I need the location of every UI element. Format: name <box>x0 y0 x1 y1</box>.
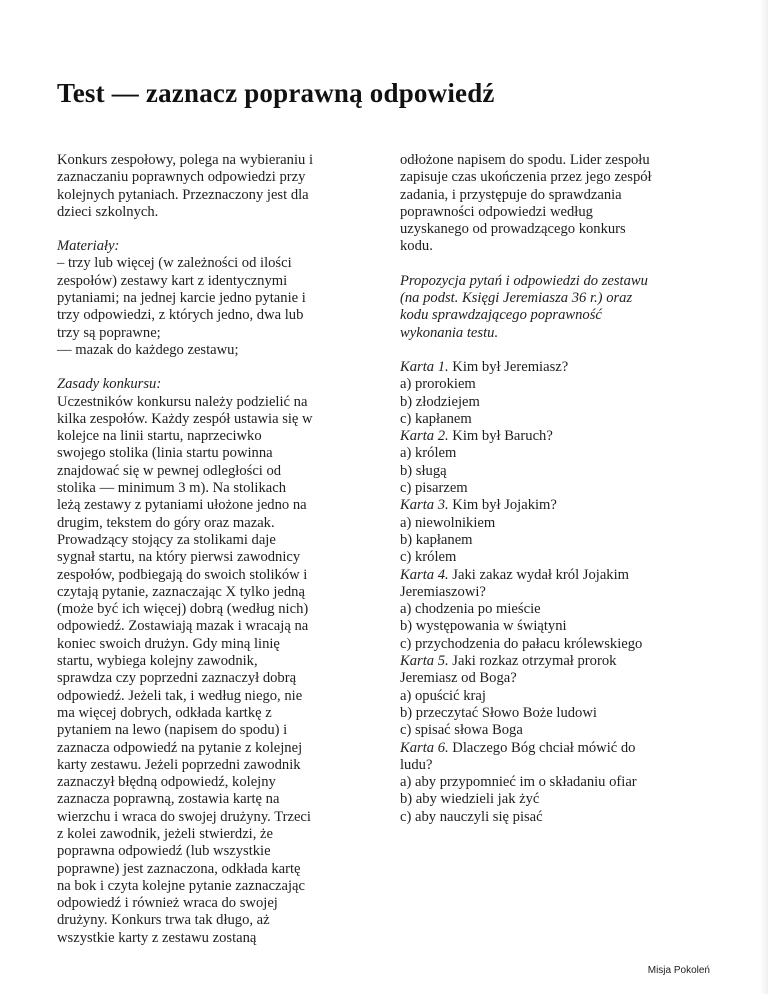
question-card <box>400 497 740 566</box>
card-question <box>400 428 740 445</box>
card-answer: c) spisać słowa Boga <box>400 722 523 739</box>
text-line: odłożone napisem do spodu. Lider zespołu <box>400 152 650 168</box>
text-line: na bok i czyta kolejne pytanie zaznaczając <box>57 877 305 894</box>
materials-item-line: – trzy lub więcej (w zależności od ilości <box>57 255 292 272</box>
card-question-continuation: ludu? <box>400 756 433 773</box>
question-cards <box>400 359 740 826</box>
card-question <box>400 740 740 757</box>
text-line: wykonania testu. <box>400 324 499 341</box>
text-line: sprawdza czy poprzedni zaznaczył dobrą <box>57 670 297 687</box>
materials-item-line: — mazak do każdego zestawu; <box>57 341 239 358</box>
rules-heading: Zasady konkursu: <box>57 376 162 393</box>
materials-item-line: trzy są poprawne; <box>57 324 161 341</box>
text-line: dzieci szkolnych. <box>57 203 159 220</box>
footer-publisher: Misja Pokoleń <box>647 965 710 976</box>
card-question-text: Jaki rozkaz otrzymał prorok <box>448 653 617 670</box>
card-question-text: Jaki zakaz wydał król Jojakim <box>448 566 629 583</box>
text-line: odpowiedź. Jeżeli tak, i według niego, nie <box>57 687 303 704</box>
question-card <box>400 428 740 497</box>
card-answer: c) przychodzenia do pałacu królewskiego <box>400 635 643 652</box>
card-answer: b) występowania w świątyni <box>400 618 567 635</box>
card-question <box>400 497 740 514</box>
right-column <box>400 152 740 826</box>
rules-paragraph <box>57 394 377 948</box>
page-title: Test — zaznacz poprawną odpowiedź <box>57 78 495 108</box>
text-line: z kolei zawodnik, jeżeli stwierdzi, że <box>57 825 273 842</box>
materials-item-line: zespołów) zestawy kart z identycznymi <box>57 272 288 289</box>
card-question-text: Kim był Jeremiasz? <box>448 358 569 375</box>
text-line: Propozycja pytań i odpowiedzi do zestawu <box>400 272 648 289</box>
text-line: stolika — minimum 3 m). Na stolikach <box>57 480 287 497</box>
card-answer: b) złodziejem <box>400 393 480 410</box>
card-answer: c) królem <box>400 549 457 566</box>
text-line: zespołów, podbiegają do swoich stolików i <box>57 566 308 583</box>
text-line: zapisuje czas ukończenia przez jego zespół <box>400 169 652 186</box>
card-answer: b) kapłanem <box>400 531 473 548</box>
text-line: drużyny. Konkurs trwa tak długo, aż <box>57 912 270 929</box>
card-question-text: Kim był Jojakim? <box>448 497 557 514</box>
text-line: sygnał startu, na który pierwsi zawodnicy <box>57 549 301 566</box>
card-answer: b) przeczytać Słowo Boże ludowi <box>400 704 597 721</box>
text-line: odpowiedź i również wraca do swojej <box>57 895 278 912</box>
card-question-text: Kim był Baruch? <box>448 428 553 445</box>
text-line: zaznaczaniu poprawnych odpowiedzi przy <box>57 169 306 186</box>
text-line: wierzchu i wraca do swojej drużyny. Trzeci <box>57 808 311 825</box>
card-answer: a) chodzenia po mieście <box>400 601 541 618</box>
question-card <box>400 359 740 428</box>
card-question-continuation: Jeremiasz od Boga? <box>400 670 517 687</box>
text-line: zaznacza odpowiedź na pytanie z kolejnej <box>57 739 303 756</box>
text-line: Prowadzący stojący za stolikami daje <box>57 531 276 548</box>
card-question <box>400 359 740 376</box>
text-line: zaznacza poprawną, zostawia kartę na <box>57 791 280 808</box>
card-answer: a) aby przypomnieć im o składaniu ofiar <box>400 774 637 791</box>
card-answer: c) pisarzem <box>400 480 468 497</box>
text-line: kolejce na linii startu, naprzeciwko <box>57 428 262 445</box>
card-answer: a) opuścić kraj <box>400 687 486 704</box>
rules-continuation-paragraph <box>400 152 740 256</box>
card-question-text: Dlaczego Bóg chciał mówić do <box>448 739 636 756</box>
card-question <box>400 567 740 584</box>
text-line: poprawności odpowiedzi według <box>400 203 593 220</box>
text-line: pytaniem na lewo (napisem do spodu) i <box>57 722 288 739</box>
card-answer: a) prorokiem <box>400 376 476 393</box>
card-label: Karta 3. <box>400 497 449 514</box>
text-line: ma więcej dobrych, odkłada kartkę z <box>57 704 272 721</box>
card-question <box>400 653 740 670</box>
question-card <box>400 653 740 739</box>
text-line: drugim, tekstem do góry oraz mazak. <box>57 514 275 531</box>
card-answer: b) aby wiedzieli jak żyć <box>400 791 540 808</box>
materials-heading: Materiały: <box>57 238 120 255</box>
text-line: kodu. <box>400 238 433 255</box>
text-line: poprawna odpowiedź (lub wszystkie <box>57 843 271 860</box>
text-line: czytają pytanie, zaznaczając X tylko jedną <box>57 583 305 600</box>
card-label: Karta 4. <box>400 566 449 583</box>
materials-list <box>57 255 377 359</box>
intro-paragraph <box>57 152 377 221</box>
card-answer: c) kapłanem <box>400 410 472 427</box>
text-line: leżą zestawy z pytaniami ułożone jedno na <box>57 497 307 514</box>
proposal-paragraph <box>400 273 740 342</box>
card-answer: a) królem <box>400 445 457 462</box>
text-line: odpowiedź. Zostawiają mazak i wracają na <box>57 618 309 635</box>
text-line: Konkurs zespołowy, polega na wybieraniu i <box>57 152 314 168</box>
page-edge-shadow <box>760 0 768 994</box>
materials-item-line: pytaniami; na jednej karcie jedno pytanie i <box>57 290 306 307</box>
question-card <box>400 567 740 653</box>
text-line: swojego stolika (linia startu powinna <box>57 445 273 462</box>
card-answer: b) sługą <box>400 462 447 479</box>
text-line: zaznaczył błędną odpowiedź, kolejny <box>57 774 276 791</box>
materials-item-line: trzy odpowiedzi, z których jedno, dwa lub <box>57 307 304 324</box>
card-label: Karta 1. <box>400 358 449 375</box>
text-line: znajdować się w pewnej odległości od <box>57 462 282 479</box>
text-line: kodu sprawdzającego poprawność <box>400 307 602 324</box>
text-line: (może być ich więcej) dobrą (według nich) <box>57 601 309 618</box>
text-line: uzyskanego od prowadzącego konkurs <box>400 221 626 238</box>
left-column <box>57 152 377 947</box>
card-label: Karta 6. <box>400 739 449 756</box>
card-answer: a) niewolnikiem <box>400 514 496 531</box>
question-card <box>400 740 740 826</box>
text-line: zadania, i przystępuje do sprawdzania <box>400 186 622 203</box>
text-line: (na podst. Księgi Jeremiasza 36 r.) oraz <box>400 290 633 307</box>
card-label: Karta 2. <box>400 428 449 445</box>
text-line: karty zestawu. Jeżeli poprzedni zawodnik <box>57 756 301 773</box>
text-line: startu, wybiega kolejny zawodnik, <box>57 653 258 670</box>
card-label: Karta 5. <box>400 653 449 670</box>
text-line: koniec swoich drużyn. Gdy miną linię <box>57 635 280 652</box>
text-line: kilka zespołów. Każdy zespół ustawia się w <box>57 410 313 427</box>
card-answer: c) aby nauczyli się pisać <box>400 808 543 825</box>
text-line: poprawne) jest zaznaczona, odkłada kartę <box>57 860 301 877</box>
text-line: Uczestników konkursu należy podzielić na <box>57 393 308 410</box>
card-question-continuation: Jeremiaszowi? <box>400 583 486 600</box>
text-line: wszystkie karty z zestawu zostaną <box>57 929 257 946</box>
text-line: kolejnych pytaniach. Przeznaczony jest dla <box>57 186 309 203</box>
